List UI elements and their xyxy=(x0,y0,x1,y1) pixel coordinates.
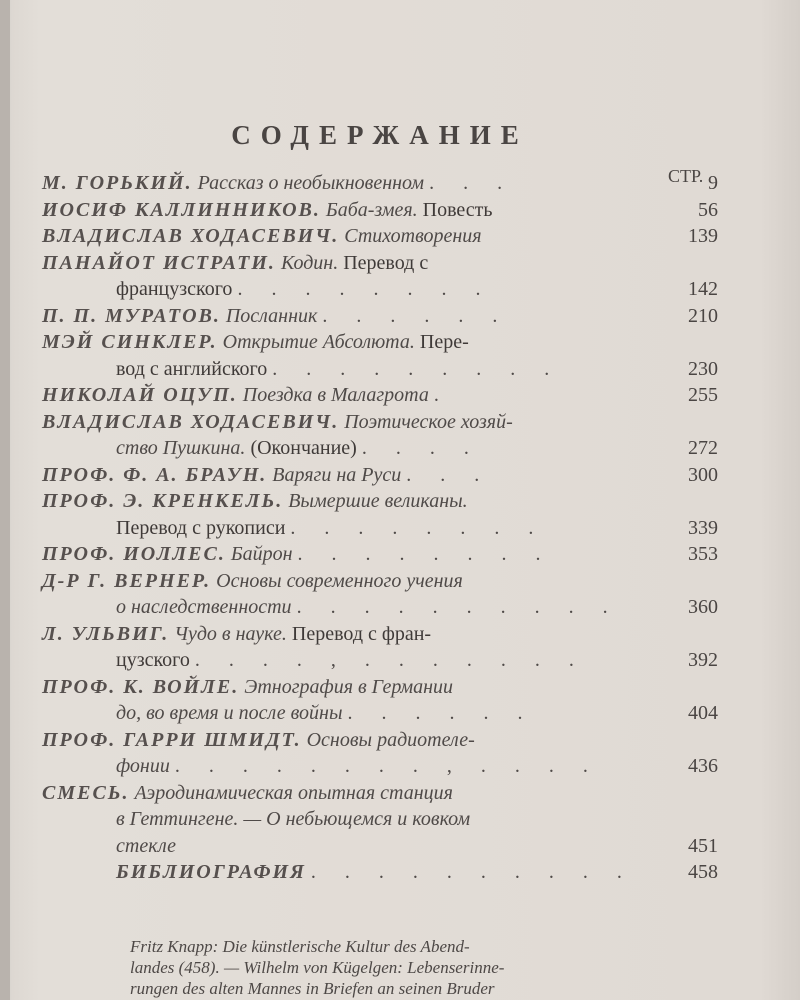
entry-continuation-italic: фонии xyxy=(116,755,170,777)
entry-author: ПРОФ. ГАРРИ ШМИДТ. xyxy=(42,728,302,751)
entry-page: 56 xyxy=(698,198,718,221)
bibliography-line: Fritz Knapp: Die künstlerische Kultur des Abend- xyxy=(130,937,470,956)
entry-page: 272 xyxy=(688,437,718,459)
toc-entry xyxy=(42,197,718,224)
page-title: СОДЕРЖАНИЕ xyxy=(231,120,529,150)
entry-work: Открытие Абсолюта. xyxy=(222,331,415,353)
toc-entry xyxy=(42,250,718,277)
entry-author: ВЛАДИСЛАВ ХОДАСЕВИЧ. xyxy=(42,410,340,433)
entry-author: ВЛАДИСЛАВ ХОДАСЕВИЧ. xyxy=(42,225,340,247)
toc-entry xyxy=(42,780,718,807)
entry-continuation: (Окончание) xyxy=(250,437,357,459)
leader-dots: . . . . . . xyxy=(347,702,535,724)
table-of-contents xyxy=(42,170,718,886)
leader-dots: . xyxy=(433,384,451,406)
leader-dots: . . . . . . . . xyxy=(237,278,493,300)
toc-entry xyxy=(42,674,718,701)
entry-page: 255 xyxy=(688,384,718,406)
entry-page: 300 xyxy=(688,463,718,486)
toc-entry xyxy=(42,859,718,886)
entry-work: Чудо в науке. xyxy=(174,622,287,645)
leader-dots: . . . . xyxy=(361,437,481,459)
entry-page: 451 xyxy=(688,834,718,857)
entry-work: Варяги на Руси xyxy=(272,463,402,486)
entry-continuation: цузского xyxy=(116,649,190,671)
entry-author: НИКОЛАЙ ОЦУП. xyxy=(42,384,238,406)
toc-entry-continuation xyxy=(42,594,718,621)
entry-tail: Пере- xyxy=(419,331,469,353)
toc-entry-continuation xyxy=(42,806,718,833)
leader-dots: . . . . . . xyxy=(322,304,510,327)
entry-work: Кодин. xyxy=(280,251,339,274)
entry-work: Баба-змея. xyxy=(325,198,418,221)
entry-work: Вымершие великаны. xyxy=(288,490,468,512)
entry-work: Байрон xyxy=(230,543,293,565)
entry-continuation-italic: о наследственности xyxy=(116,596,292,618)
toc-entry-continuation xyxy=(42,515,718,542)
toc-entry xyxy=(42,462,718,489)
toc-entry xyxy=(42,223,718,250)
entry-page: 436 xyxy=(688,755,718,777)
entry-author: ПРОФ. Ф. А. БРАУН. xyxy=(42,463,268,486)
entry-author: Л. УЛЬВИГ. xyxy=(42,622,170,645)
toc-entry-continuation xyxy=(42,435,718,462)
entry-tail: Повесть xyxy=(422,198,493,221)
entry-author: П. П. МУРАТОВ. xyxy=(42,304,221,327)
toc-entry xyxy=(42,568,718,595)
entry-author: ИОСИФ КАЛЛИННИКОВ. xyxy=(42,198,321,221)
entry-work: Поездка в Малагрота xyxy=(242,384,429,406)
entry-page: 458 xyxy=(688,861,718,883)
entry-page: 404 xyxy=(688,702,718,724)
toc-entry xyxy=(42,727,718,754)
entry-page: 360 xyxy=(688,596,718,618)
entry-continuation-italic: до, во время и после войны xyxy=(116,702,343,724)
entry-work: Посланник xyxy=(225,304,318,327)
entry-continuation-italic: ство Пушкина. xyxy=(116,437,246,459)
entry-continuation: вод с английского xyxy=(116,357,268,380)
leader-dots: . . . . . . . . . xyxy=(272,357,562,380)
entry-author: ПРОФ. К. ВОЙЛЕ. xyxy=(42,675,240,698)
entry-page: 230 xyxy=(688,357,718,380)
entry-continuation: Перевод с рукописи xyxy=(116,516,286,539)
toc-entry-continuation xyxy=(42,700,718,727)
page-column-label: СТР. xyxy=(668,166,704,186)
entry-author: ПРОФ. Э. КРЕНКЕЛЬ. xyxy=(42,490,284,512)
entry-continuation: французского xyxy=(116,278,233,300)
entry-author: СМЕСЬ. xyxy=(42,781,130,804)
entry-work: Стихотворения xyxy=(344,225,482,247)
toc-entry xyxy=(42,170,718,197)
entry-work: Этнография в Германии xyxy=(244,675,454,698)
leader-dots: . . . . . . . . , . . . . xyxy=(174,755,600,777)
entry-page: 339 xyxy=(688,516,718,539)
entry-work: Основы современного учения xyxy=(216,569,463,592)
entry-work: Поэтическое хозяй- xyxy=(344,410,513,433)
entry-work: Основы радиотеле- xyxy=(306,728,475,751)
bibliography-note xyxy=(130,936,656,999)
entry-author: ПРОФ. ИОЛЛЕС. xyxy=(42,543,226,565)
entry-author: М. ГОРЬКИЙ. xyxy=(42,172,193,194)
toc-entry xyxy=(42,329,718,356)
entry-author: БИБЛИОГРАФИЯ xyxy=(116,861,306,883)
entry-continuation-italic: в Геттингене. — О небьющемся и ковком xyxy=(116,808,471,830)
entry-page: 139 xyxy=(688,225,718,247)
toc-entry-continuation xyxy=(42,833,718,860)
toc-entry-continuation xyxy=(42,276,718,303)
entry-author: Д-Р Г. ВЕРНЕР. xyxy=(42,569,212,592)
toc-entry-continuation xyxy=(42,647,718,674)
entry-page: 142 xyxy=(688,278,718,300)
toc-entry xyxy=(42,621,718,648)
entry-tail: Перевод с xyxy=(343,251,429,274)
leader-dots: . . . . . . . . xyxy=(297,543,553,565)
toc-entry xyxy=(42,541,718,568)
leader-dots: . . . . . . . . . . xyxy=(296,596,620,618)
entry-page: 210 xyxy=(688,304,718,327)
leader-dots: . . . . . . . . . . xyxy=(310,861,634,883)
leader-dots: . . . . , . . . . . . . xyxy=(194,649,586,671)
entry-page: 392 xyxy=(688,649,718,671)
leader-dots: . . . xyxy=(429,172,515,194)
entry-work: Рассказ о необыкновенном xyxy=(197,172,425,194)
entry-author: ПАНАЙОТ ИСТРАТИ. xyxy=(42,251,276,274)
entry-page: 9 xyxy=(708,172,718,194)
toc-entry xyxy=(42,409,718,436)
entry-page: 353 xyxy=(688,543,718,565)
bibliography-line: rungen des alten Mannes in Briefen an seinen Bruder xyxy=(130,979,495,998)
bibliography-line: landes (458). — Wilhelm von Kügelgen: Lebenserinne- xyxy=(130,958,505,977)
entry-author: МЭЙ СИНКЛЕР. xyxy=(42,331,218,353)
entry-continuation-italic: стекле xyxy=(116,834,177,857)
entry-tail: Перевод с фран- xyxy=(291,622,432,645)
toc-entry-continuation xyxy=(42,356,718,383)
toc-entry xyxy=(42,488,718,515)
toc-entry xyxy=(42,303,718,330)
entry-work: Аэродинамическая опытная станция xyxy=(134,781,453,804)
toc-entry xyxy=(42,382,718,409)
toc-entry-continuation xyxy=(42,753,718,780)
leader-dots: . . . xyxy=(406,463,492,486)
leader-dots: . . . . . . . . xyxy=(290,516,546,539)
